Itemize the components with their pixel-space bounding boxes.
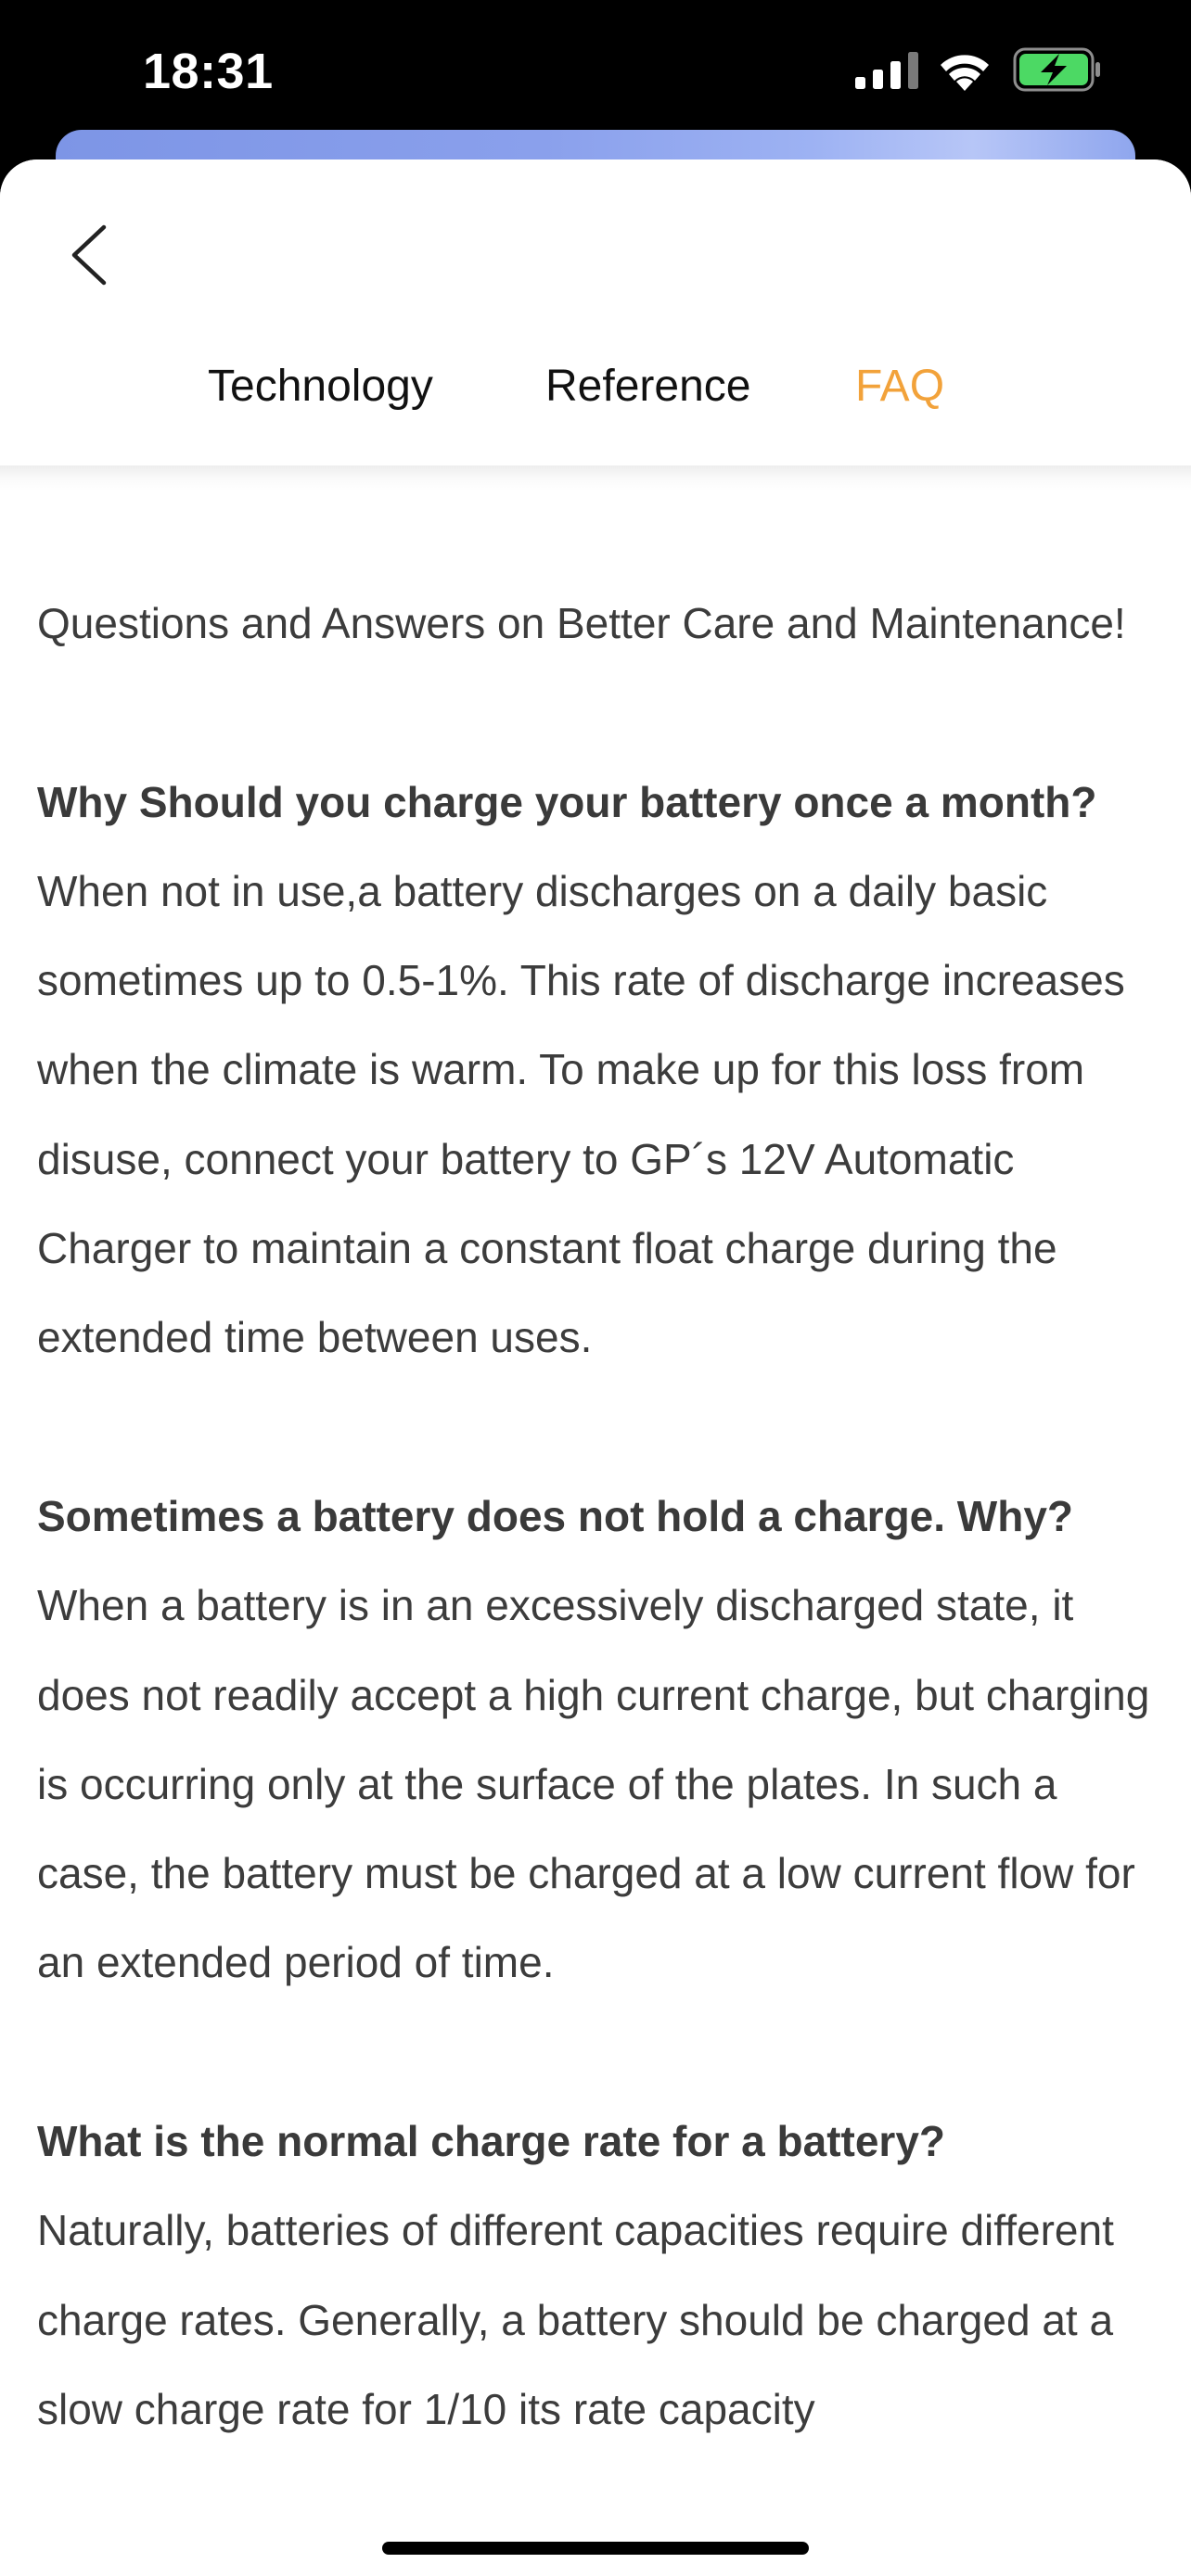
faq-article bbox=[37, 579, 1159, 2454]
faq-sheet bbox=[0, 159, 1191, 2576]
paragraph-gap bbox=[37, 2008, 1159, 2097]
faq-answer: When a battery is in an excessively discharged state, it does not readily accept a high current charge, but charging is occurring only at the surface of the plates. In such a case, the battery must be charged at a low current flow for an extended period of time. bbox=[37, 1581, 1150, 1987]
status-time: 18:31 bbox=[143, 44, 274, 99]
tab-faq[interactable]: FAQ bbox=[855, 362, 945, 411]
nav-header bbox=[0, 159, 1191, 465]
chevron-left-icon bbox=[69, 223, 109, 287]
tab-reference[interactable]: Reference bbox=[545, 362, 751, 411]
paragraph-gap bbox=[37, 668, 1159, 757]
header-shadow bbox=[0, 465, 1191, 491]
faq-question: What is the normal charge rate for a battery? bbox=[37, 2117, 946, 2166]
faq-answer: Naturally, batteries of different capacities require different charge rates. Generally, a battery should be charged at a slow charge rate for 1/10 its rate capacity bbox=[37, 2206, 1114, 2433]
tab-bar bbox=[0, 354, 1191, 419]
faq-question: Why Should you charge your battery once a month? bbox=[37, 777, 1097, 826]
tab-technology[interactable]: Technology bbox=[208, 362, 433, 411]
back-button[interactable] bbox=[52, 204, 126, 306]
faq-question: Sometimes a battery does not hold a charge. Why? bbox=[37, 1491, 1074, 1540]
signal-icon bbox=[855, 52, 918, 89]
home-indicator[interactable] bbox=[382, 2542, 809, 2555]
paragraph-gap bbox=[37, 1383, 1159, 1472]
article-intro: Questions and Answers on Better Care and Maintenance! bbox=[37, 599, 1126, 647]
wifi-icon bbox=[937, 48, 992, 91]
battery-charging-icon bbox=[1013, 46, 1102, 93]
faq-answer: When not in use,a battery discharges on a daily basic sometimes up to 0.5-1%. This rate of discharge increases when the climate is warm. To make up for this loss from disuse, connect your battery to GP´s 12V Automatic Charger to maintain a constant float charge during the extended time between uses. bbox=[37, 866, 1125, 1362]
